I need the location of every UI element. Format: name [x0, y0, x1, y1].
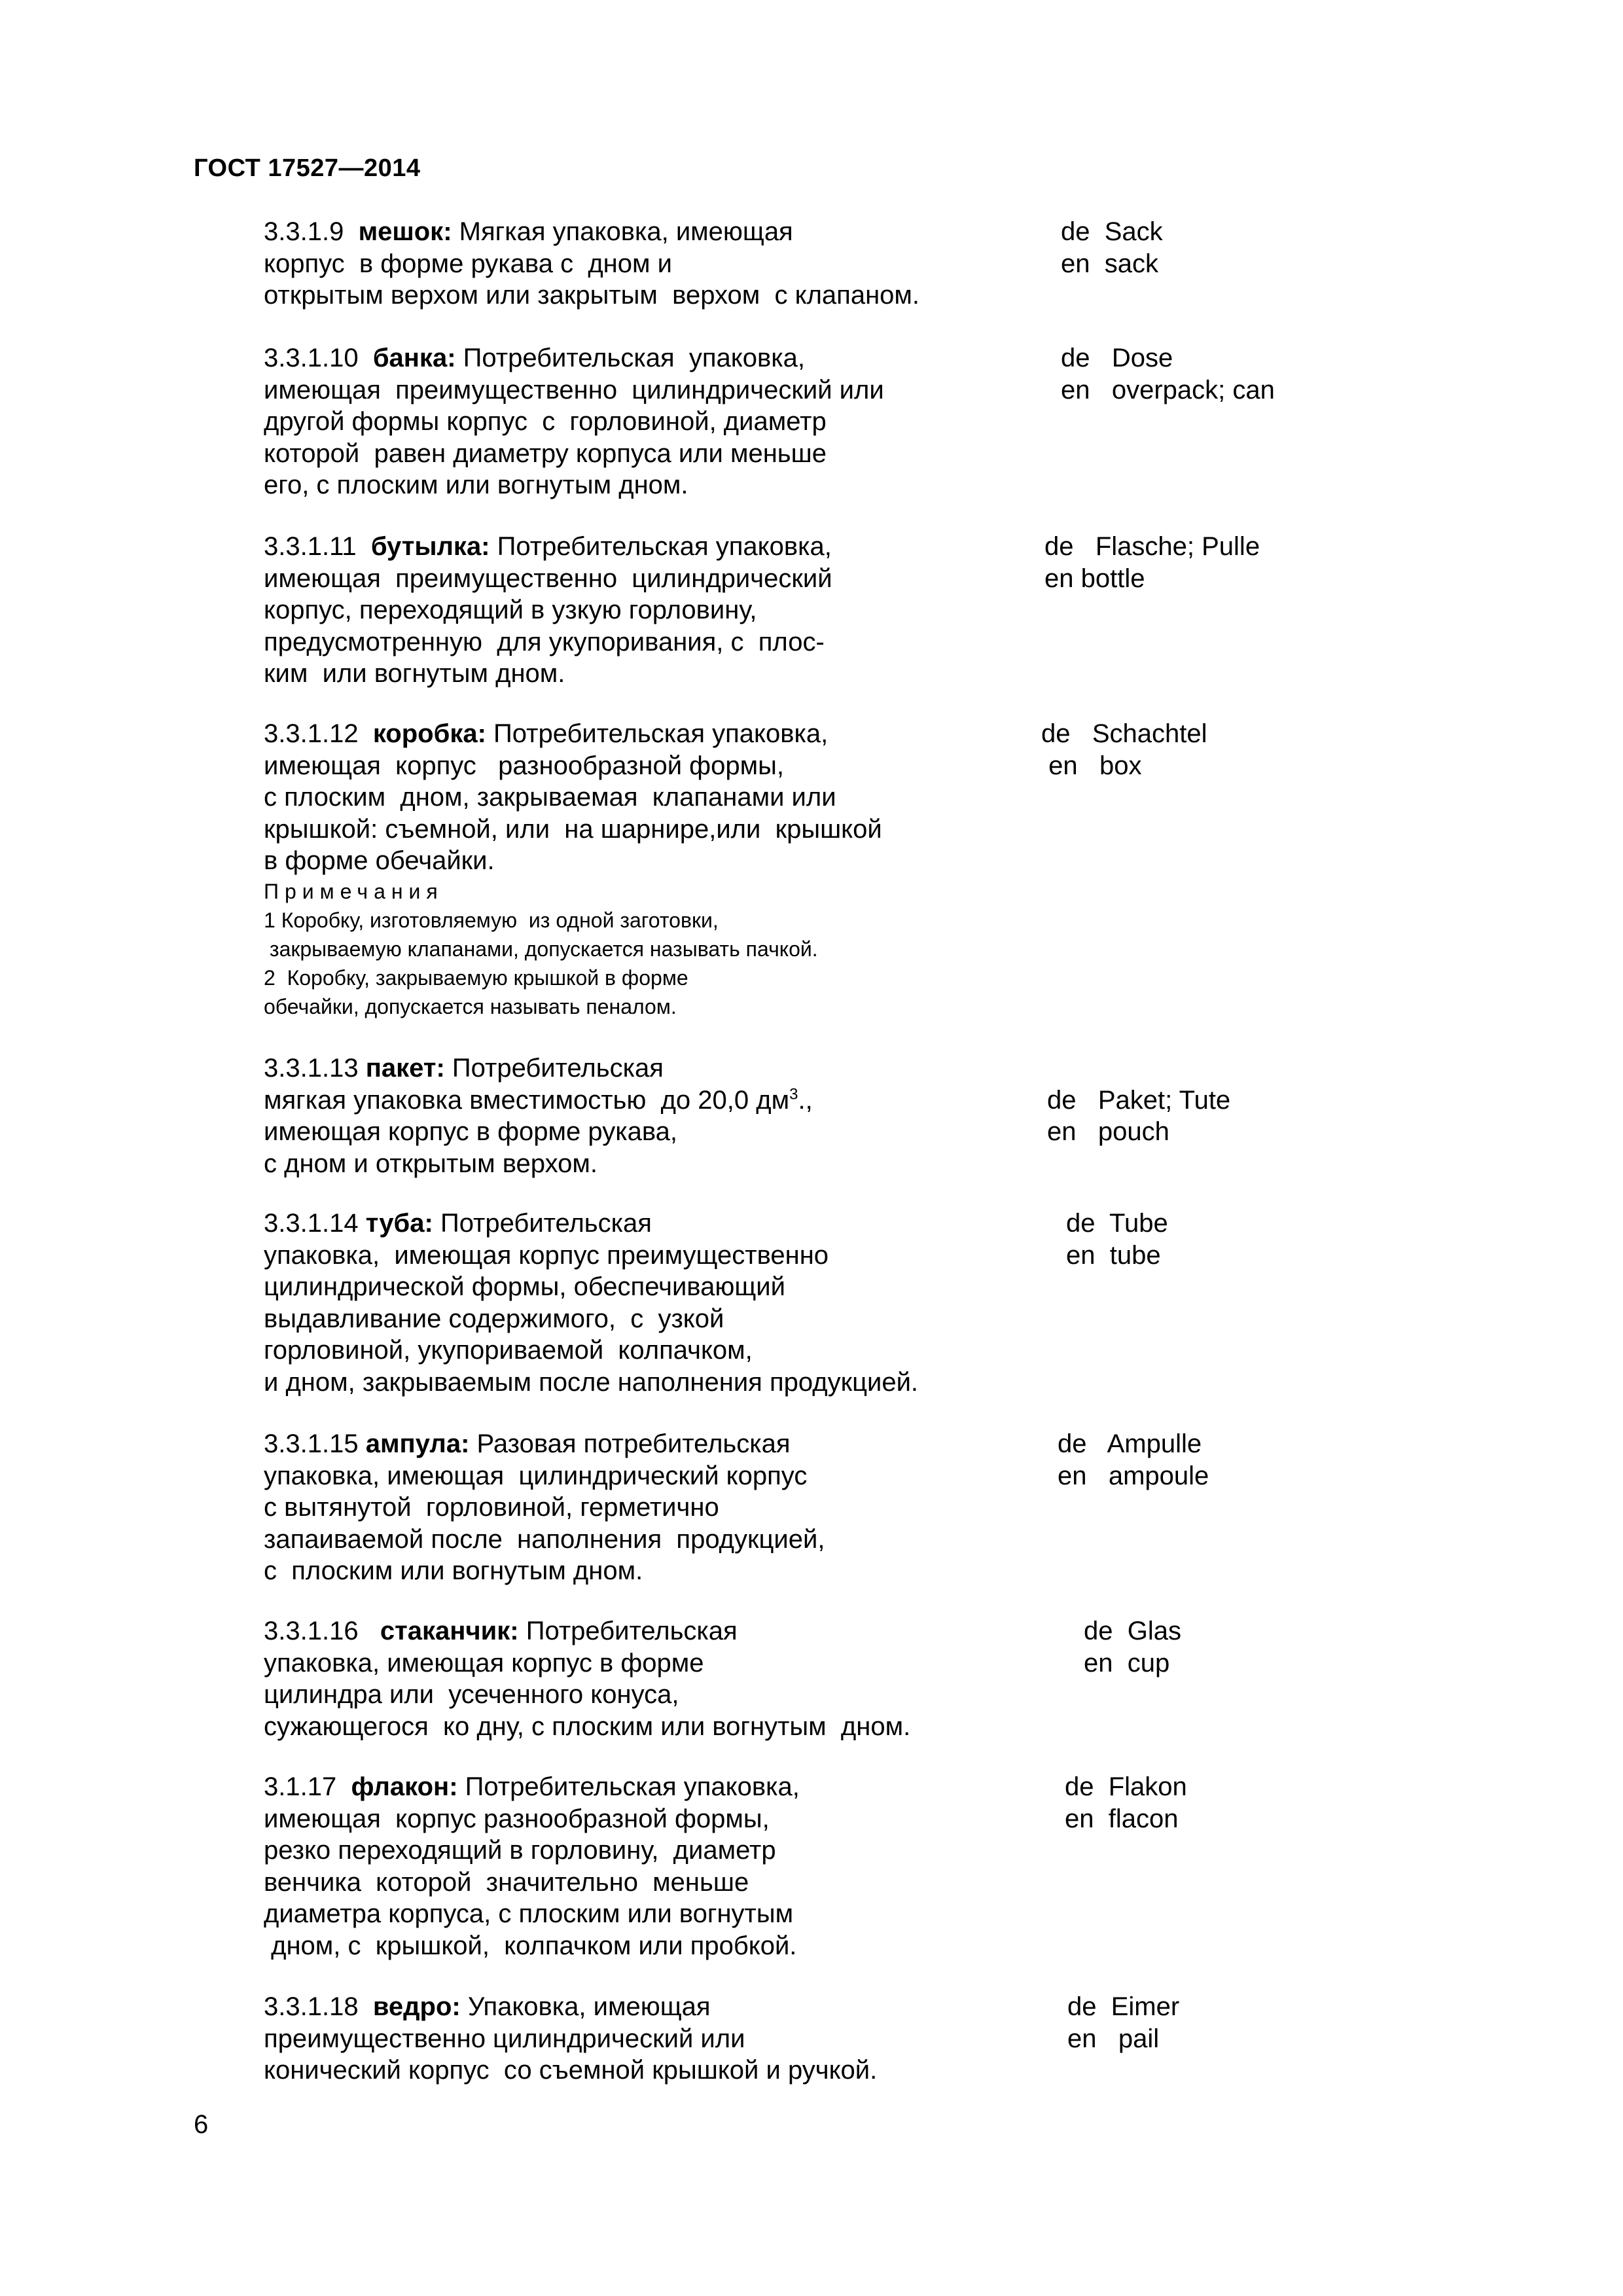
term-number: 3.3.1.14 [264, 1209, 359, 1238]
equivalents [1084, 1615, 1424, 1679]
term-number: 3.3.1.16 [264, 1617, 359, 1645]
definition-line: имеющая преимущественно цилиндрический [264, 564, 832, 593]
equivalents [1061, 342, 1401, 406]
definition-line: сужающегося ко дну, с плоским или вогнутым дном. [264, 1712, 911, 1741]
definition-line: 3.3.1.14 туба: Потребительская [264, 1209, 652, 1238]
definition-line: венчика которой значительно меньше [264, 1867, 749, 1897]
equivalents [1065, 1771, 1405, 1835]
term-name: коробка: [372, 719, 486, 748]
term-definition [264, 718, 1010, 1021]
definition-line: преимущественно цилиндрический или [264, 2024, 745, 2053]
definition-line: 3.3.1.16 стаканчик: Потребительская [264, 1617, 738, 1645]
equivalent-de: de Dose [1061, 344, 1173, 372]
definition-line: 3.3.1.10 банка: Потребительская упаковка, [264, 344, 805, 372]
term-name: банка: [372, 344, 456, 372]
term-definition [264, 1428, 1010, 1587]
term-number: 3.3.1.15 [264, 1429, 359, 1458]
term-definition [264, 1052, 1010, 1179]
definition-line: горловиной, укупориваемой колпачком, [264, 1336, 753, 1365]
equivalent-en: en overpack; can [1061, 375, 1275, 404]
equivalent-de: de Eimer [1067, 1992, 1180, 2021]
note-line: 1 Коробку, изготовляемую из одной заготовки, [264, 908, 719, 932]
definition-line: с дном и открытым верхом. [264, 1149, 597, 1178]
equivalent-de: de Flakon [1065, 1772, 1187, 1801]
term-name: мешок: [358, 217, 452, 246]
equivalent-de: de Paket; Tute [1047, 1085, 1231, 1115]
definition-line: в форме обечайки. [264, 846, 495, 875]
term-definition [264, 1208, 1010, 1398]
page-number: 6 [194, 2110, 209, 2139]
equivalents [1047, 1085, 1387, 1148]
term-name: стаканчик: [380, 1617, 519, 1645]
definition-line: 3.3.1.9 мешок: Мягкая упаковка, имеющая [264, 217, 793, 246]
definition-line: цилиндрической формы, обеспечивающий [264, 1272, 785, 1301]
term-number: 3.3.1.9 [264, 217, 344, 246]
equivalents [1061, 216, 1401, 279]
equivalent-en: en flacon [1065, 1804, 1179, 1833]
definition-line: упаковка, имеющая корпус преимущественно [264, 1240, 829, 1270]
term-definition [264, 1991, 1010, 2087]
definition-line: с плоским или вогнутым дном. [264, 1556, 643, 1585]
definition-line: крышкой: съемной, или на шарнире,или крышкой [264, 814, 882, 844]
note-line: обечайки, допускается называть пеналом. [264, 994, 677, 1018]
definition-line: 3.3.1.12 коробка: Потребительская упаковка, [264, 719, 829, 748]
definition-line: с вытянутой горловиной, герметично [264, 1493, 719, 1522]
definition-line: корпус в форме рукава с дном и [264, 249, 672, 278]
definition-line: диаметра корпуса, с плоским или вогнутым [264, 1899, 794, 1928]
superscript: 3 [789, 1085, 798, 1103]
definition-line: которой равен диаметру корпуса или меньше [264, 439, 827, 468]
term-number: 3.3.1.11 [264, 532, 357, 561]
note-line: закрываемую клапанами, допускается называть пачкой. [264, 937, 818, 961]
definition-line: выдавливание содержимого, с узкой [264, 1304, 724, 1333]
definition-line: другой формы корпус с горловиной, диаметр [264, 407, 827, 436]
equivalent-en: en bottle [1044, 564, 1145, 593]
equivalents [1067, 1991, 1408, 2054]
equivalents [1041, 718, 1382, 781]
definition-line: и дном, закрываемым после наполнения продукцией. [264, 1367, 919, 1397]
equivalent-en: en tube [1066, 1240, 1161, 1270]
definition-line: предусмотренную для укупоривания, с плос- [264, 627, 825, 656]
definition-line: с плоским дном, закрываемая клапанами или [264, 783, 836, 812]
definition-line: имеющая преимущественно цилиндрический или [264, 375, 884, 404]
equivalent-en: en ampoule [1058, 1461, 1209, 1490]
equivalent-en: en pail [1067, 2024, 1160, 2053]
definition-line: ким или вогнутым дном. [264, 659, 565, 688]
equivalent-de: de Schachtel [1041, 719, 1207, 748]
equivalent-de: de Glas [1084, 1617, 1181, 1645]
term-name: ампула: [365, 1429, 470, 1458]
equivalent-de: de Tube [1066, 1209, 1168, 1238]
note-line: 2 Коробку, закрываемую крышкой в форме [264, 965, 688, 990]
equivalent-en: en pouch [1047, 1117, 1169, 1146]
term-number: 3.1.17 [264, 1772, 337, 1801]
term-name: бутылка: [370, 532, 490, 561]
term-number: 3.3.1.13 [264, 1054, 359, 1083]
term-name: флакон: [351, 1772, 458, 1801]
equivalent-en: en cup [1084, 1648, 1170, 1677]
definition-line: 3.3.1.13 пакет: Потребительская [264, 1054, 664, 1083]
definition-line: 3.3.1.15 ампула: Разовая потребительская [264, 1429, 791, 1458]
equivalent-en: en box [1041, 751, 1142, 780]
definition-line: мягкая упаковка вместимостью до 20,0 $дм^3$., [264, 1085, 813, 1115]
definition-line: его, с плоским или вогнутым дном. [264, 471, 688, 499]
equivalents [1044, 531, 1385, 594]
equivalents [1058, 1428, 1398, 1492]
definition-line: 3.3.1.11 бутылка: Потребительская упаковка, [264, 532, 832, 561]
term-name: ведро: [372, 1992, 461, 2021]
equivalent-de: de Sack [1061, 217, 1163, 246]
definition-line: 3.3.1.18 ведро: Упаковка, имеющая [264, 1992, 711, 2021]
document-header: ГОСТ 17527—2014 [194, 154, 421, 182]
definition-line: конический корпус со съемной крышкой и ручкой. [264, 2056, 878, 2085]
definition-line: резко переходящий в горловину, диаметр [264, 1836, 776, 1865]
definition-line: упаковка, имеющая цилиндрический корпус [264, 1461, 808, 1490]
term-definition [264, 1615, 1010, 1742]
term-number: 3.3.1.18 [264, 1992, 359, 2021]
equivalent-de: de Ampulle [1058, 1429, 1202, 1458]
term-name: туба: [365, 1209, 433, 1238]
definition-line: цилиндра или усеченного конуса, [264, 1680, 679, 1709]
definition-line: открытым верхом или закрытым верхом с клапаном. [264, 281, 920, 310]
equivalent-de: de Flasche; Pulle [1044, 532, 1260, 561]
definition-line: корпус, переходящий в узкую горловину, [264, 596, 757, 624]
definition-line: запаиваемой после наполнения продукцией, [264, 1524, 825, 1554]
definition-line: упаковка, имеющая корпус в форме [264, 1648, 704, 1677]
definition-line: дном, с крышкой, колпачком или пробкой. [264, 1931, 797, 1960]
equivalent-en: en sack [1061, 249, 1158, 278]
term-definition [264, 531, 1010, 690]
term-definition [264, 1771, 1010, 1962]
term-number: 3.3.1.10 [264, 344, 359, 372]
notes-label: Примечания [264, 879, 444, 903]
term-name: пакет: [365, 1054, 445, 1083]
term-definition [264, 216, 1010, 312]
definition-line: имеющая корпус разнообразной формы, [264, 1804, 770, 1833]
definition-line: имеющая корпус в форме рукава, [264, 1117, 677, 1146]
term-number: 3.3.1.12 [264, 719, 359, 748]
term-definition [264, 342, 1010, 501]
definition-line: 3.1.17 флакон: Потребительская упаковка, [264, 1772, 800, 1801]
equivalents [1066, 1208, 1406, 1271]
definition-line: имеющая корпус разнообразной формы, [264, 751, 784, 780]
